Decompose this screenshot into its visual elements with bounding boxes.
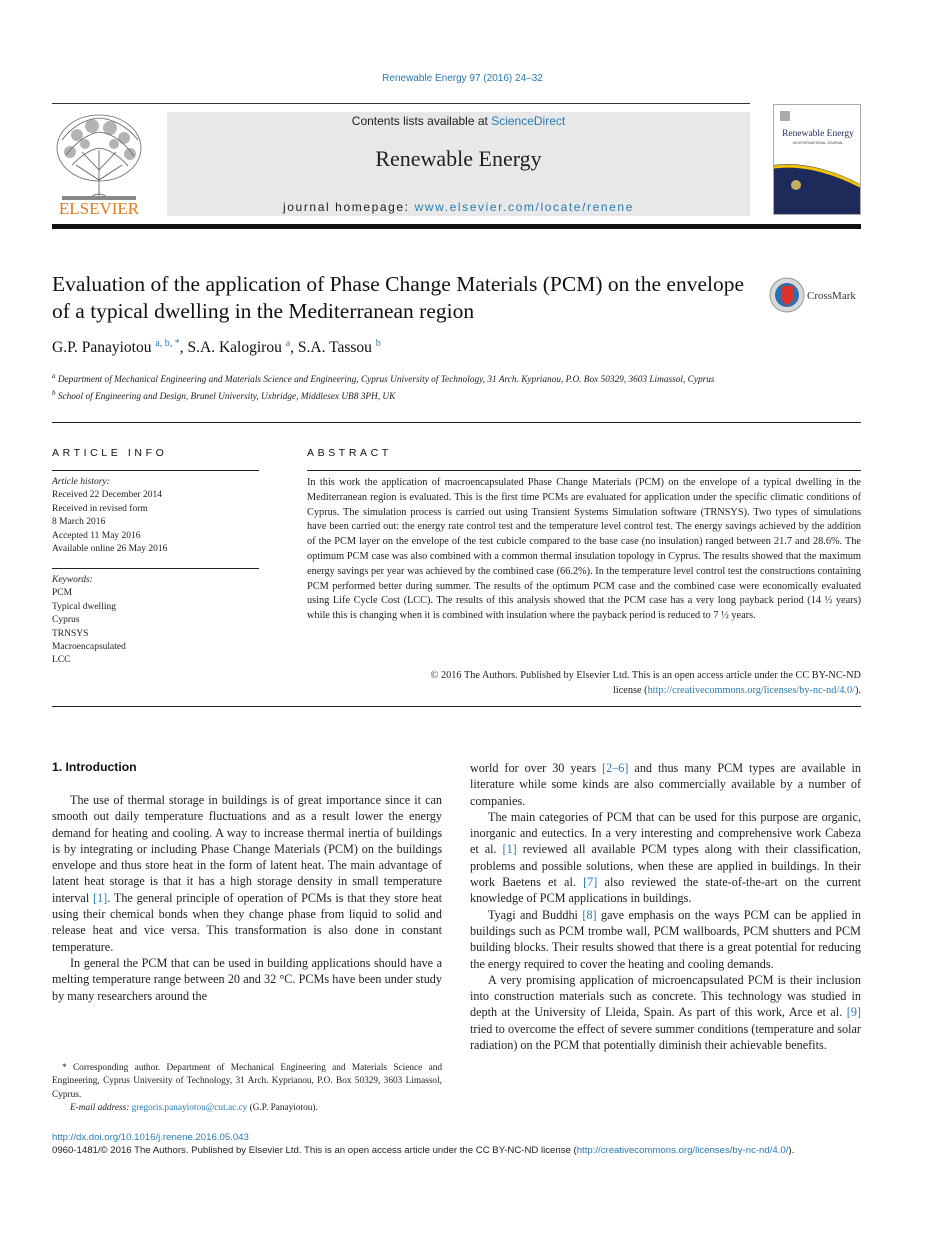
header-bottom-rule — [52, 224, 861, 229]
top-divider — [52, 103, 750, 104]
author-list — [52, 338, 381, 357]
footnote-star: * — [62, 1063, 67, 1073]
body-column-right — [470, 760, 861, 1053]
paragraph: world for over 30 years [2–6] and thus many PCM types are available in literature while some kinds are also commercially available by a number of companies. — [470, 761, 861, 808]
homepage-prefix: journal homepage: — [283, 200, 415, 214]
keyword: PCM — [52, 588, 73, 599]
paragraph: The main categories of PCM that can be used for this purpose are organic, inorganic and eutectics. In a very interesting and comprehensive work Cabeza et al. [1] reviewed all available PCM types along with their classification, problems and possible solutions, when these are applied in buildings. In their work Baetens et al. [7] also reviewed the state-of-the-art on the current knowledge of PCM applications in buildings. — [470, 809, 861, 906]
cover-subtitle: AN INTERNATIONAL JOURNAL — [792, 141, 844, 145]
paragraph: The use of thermal storage in buildings is of great importance since it can smooth out daily temperature fluctuations and as a result lower the energy demand for heating and cooling. A way to increase thermal inertia of buildings is by integrating or including Phase Change Materials (PCM) on the buildings envelope and thus store heat in the form of latent heat. The main advantage of latent heat storage is that it has a high storage density in small temperature interval [1]. The general principle of operation of PCMs is that they store heat using their chemical bonds when they change phase from liquid to solid and release heat and vice versa. This transformation is also done in constant temperature. — [52, 793, 442, 954]
abstract-copyright: © 2016 The Authors. Published by Elsevier Ltd. This is an open access article under the CC BY-NC-ND license (http://creativecommons.org/licenses/by-nc-nd/4.0/). — [430, 670, 861, 696]
paragraph: Tyagi and Buddhi [8] gave emphasis on the ways PCM can be applied in buildings such as PCM trombe wall, PCM wallboards, PCM shutters and PCM building blocks. Their results showed that there is a great potential for reducing the energy required to cover the heating and cooling demands. — [470, 907, 861, 971]
affiliation-a: $^a$ Department of Mechanical Engineering and Materials Science and Engineering, Cyprus University of Technology, 31 Arch. Kyprianou, P.O. Box 50329, 3603 Limassol, Cyprus — [52, 372, 715, 385]
article-info-heading: ARTICLE INFO — [52, 447, 168, 459]
copyright-text: © 2016 The Authors. Published by Elsevier Ltd. This is an open access article under the CC BY-NC-ND — [430, 670, 861, 681]
keyword: Typical dwelling — [52, 601, 116, 612]
paragraph: In general the PCM that can be used in building applications should have a melting temperature range between 20 and 32 °C. PCMs have been under study by many researchers around the — [52, 955, 442, 1003]
body-column-left — [52, 792, 442, 1004]
journal-cover-thumbnail[interactable] — [773, 104, 861, 215]
sciencedirect-link[interactable]: ScienceDirect — [491, 114, 566, 128]
author-separator: , — [179, 339, 188, 356]
journal-title: Renewable Energy — [375, 146, 542, 171]
article-history — [52, 476, 259, 556]
crossmark-label: CrossMark — [807, 290, 856, 302]
abstract-bottom-rule — [52, 706, 861, 707]
homepage-link[interactable]: www.elsevier.com/locate/renene — [414, 200, 634, 214]
section-heading-introduction: 1. Introduction — [52, 760, 137, 774]
history-item: Received 22 December 2014 — [52, 490, 162, 501]
paragraph: A very promising application of microencapsulated PCM is their inclusion into construction materials such as concrete. This technology was studied in depth at the University of Lleida, Spain. As part of this work, Arce et al. [9] tried to overcome the effect of severe summer conditions (temperature and solar radiation) on the PCM that potentially diminish their achievable benefits. — [470, 972, 861, 1053]
email-link[interactable]: gregoris.panayiotou@cut.ac.cy — [131, 1102, 248, 1113]
citation-link[interactable]: [8] — [582, 907, 597, 922]
keyword: Macroencapsulated — [52, 642, 126, 653]
abstract-heading: ABSTRACT — [307, 447, 392, 459]
author-affil-marks[interactable]: a — [285, 338, 291, 349]
article-title: Evaluation of the application of Phase Change Materials (PCM) on the envelope of a typical dwelling in the Mediterranean region — [52, 272, 744, 323]
citation-link[interactable]: [2–6] — [602, 761, 629, 775]
author-affil-marks[interactable]: b — [375, 338, 381, 349]
author-name[interactable]: S.A. Kalogirou — [187, 339, 282, 356]
homepage-line — [167, 200, 750, 214]
author-name[interactable]: S.A. Tassou — [297, 339, 372, 356]
history-label: Article history: — [52, 477, 110, 487]
affiliations — [52, 370, 752, 404]
author-affil-marks[interactable]: a, b, * — [155, 338, 180, 349]
history-item: Available online 26 May 2016 — [52, 544, 168, 555]
citation-link[interactable]: [9] — [846, 1005, 861, 1020]
affiliation-divider — [52, 422, 861, 423]
keywords — [52, 574, 259, 668]
contents-line — [167, 114, 750, 128]
history-item: Received in revised form — [52, 503, 148, 514]
keyword: LCC — [52, 655, 71, 666]
keywords-divider — [52, 568, 259, 569]
keywords-label: Keywords: — [52, 575, 93, 585]
publisher-wordmark: ELSEVIER — [58, 199, 140, 218]
journal-cover-image — [774, 105, 861, 215]
cover-title: Renewable Energy — [782, 129, 854, 139]
history-item: 8 March 2016 — [52, 517, 106, 528]
history-item: Accepted 11 May 2016 — [52, 530, 141, 541]
contents-prefix: Contents lists available at — [351, 114, 492, 128]
elsevier-tree-icon — [52, 110, 146, 218]
doi-link[interactable]: http://dx.doi.org/10.1016/j.renene.2016.05.043 — [52, 1132, 249, 1143]
keyword: Cyprus — [52, 615, 80, 626]
license-link[interactable]: http://creativecommons.org/licenses/by-nc-nd/4.0/ — [647, 684, 855, 696]
abstract-text: In this work the application of macroencapsulated Phase Change Materials (PCM) on the envelope of a typical dwelling in the Mediterranean region is evaluated. This is the first time PCMs are evaluated for application under the specific climatic conditions of Cyprus. The simulation process is carried out using Transient Systems Simulation software (TRNSYS). Two types of simulations have been carried out: the energy rate control test and the temperature level control test. The energy savings achieved by the addition of the PCM layer on the envelope of the test cubicle compared to the base case (no insulation) ranged between 21.7 and 28.6%. The optimum PCM case was also combined with a common thermal insulation topology in Cyprus. The results showed that the maximum energy savings per year was achieved by the combined case (66.2%). In the temperature level control test the constructions containing PCM performed better during summer. The results of the optimum PCM case and the combined case were economically evaluated using Life Cycle Cost (LCC). The results of this analysis showed that the PCM case has a very long payback period (14 ½ years) while this is changing when it is combined with insulation where the payback period is reduced to 7 ½ years. — [307, 477, 861, 622]
footer-license-link[interactable]: http://creativecommons.org/licenses/by-nc-nd/4.0/ — [576, 1145, 789, 1156]
citation-link[interactable]: [1] — [502, 842, 517, 857]
author-name[interactable]: G.P. Panayiotou — [52, 339, 152, 356]
issn-line: 0960-1481/© 2016 The Authors. Published by Elsevier Ltd. This is an open access article under the CC BY-NC-ND license (http://creativecommons.org/licenses/by-nc-nd/4.0/). — [52, 1145, 795, 1156]
citation-link[interactable]: [1] — [93, 890, 108, 905]
crossmark-icon — [769, 276, 864, 314]
elsevier-logo[interactable] — [52, 110, 146, 218]
journal-citation[interactable]: Renewable Energy 97 (2016) 24–32 — [382, 73, 543, 84]
keyword: TRNSYS — [52, 628, 89, 639]
author-separator: , — [290, 339, 298, 356]
crossmark-badge[interactable] — [769, 276, 864, 314]
abstract-divider — [307, 470, 861, 471]
info-divider — [52, 470, 259, 471]
citation-link[interactable]: [7] — [583, 875, 598, 890]
corresponding-author-footnote: * Corresponding author. Department of Mechanical Engineering and Materials Science and Engineering, Cyprus University of Technology, 31 Arch. Kyprianou, P.O. Box 50329, 3603 Limassol, Cyprus. E-mail address: gregoris.panayiotou@cut.ac.cy (G.P. Panayiotou). — [52, 1063, 442, 1113]
affiliation-b: $^b$ School of Engineering and Design, Brunel University, Uxbridge, Middlesex UB8 3PH, UK — [52, 389, 396, 402]
